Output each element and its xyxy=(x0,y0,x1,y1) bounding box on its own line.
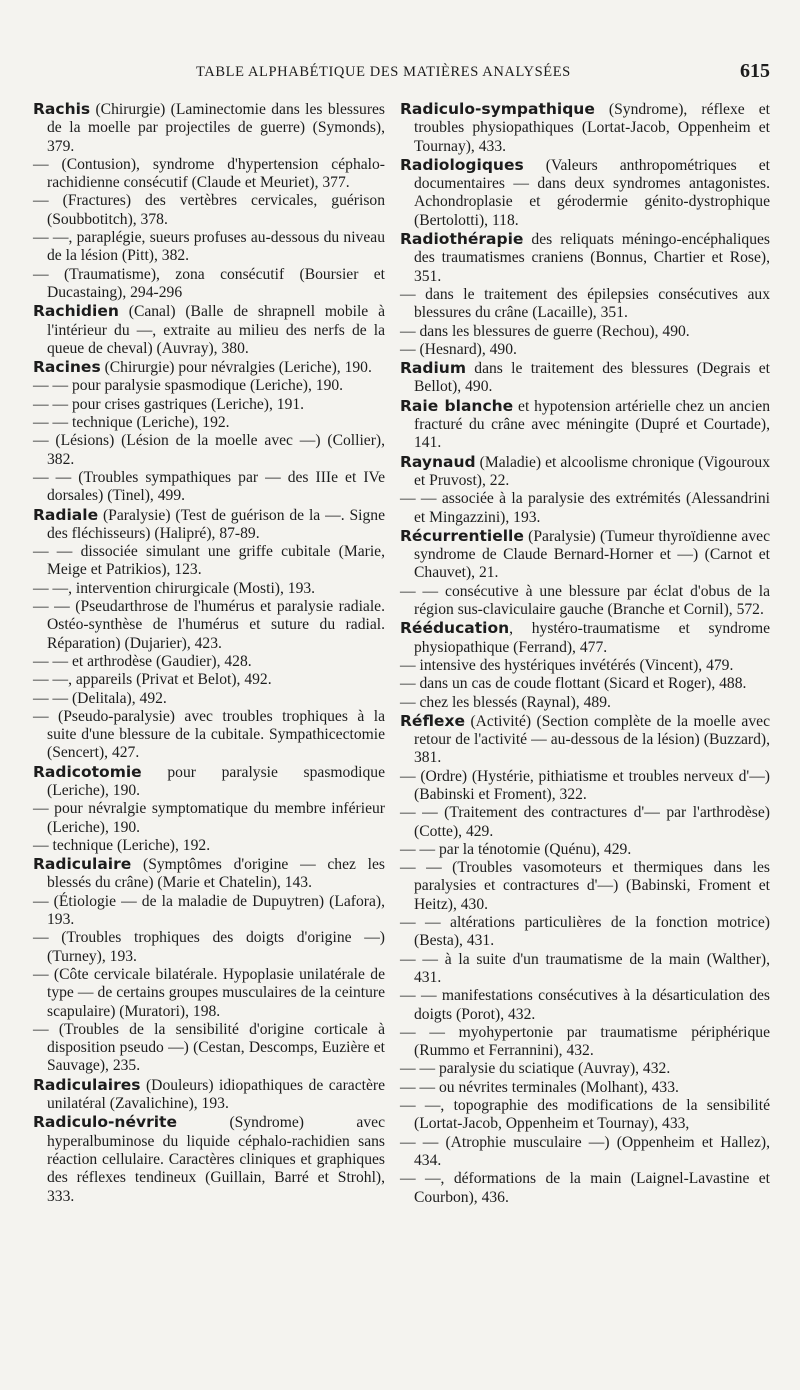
index-entry xyxy=(400,341,770,359)
index-entry xyxy=(33,966,385,1021)
index-entry-text: des reliquats méningo-encéphaliques des traumatismes craniens (Bonnus, Chartier et Rose), 351. xyxy=(414,231,770,285)
index-keyword: Radiculaire xyxy=(33,855,132,874)
index-entry-text: — — par la ténotomie (Quénu), 429. xyxy=(400,840,632,858)
index-entry-text: — — (Troubles vasomoteurs et thermiques dans les paralysies et contractures d'—) (Babinski, Froment et Heitz), 430. xyxy=(400,859,770,913)
index-entry xyxy=(400,987,770,1024)
index-entry-text: pour paralysie spasmodique (Leriche), 190. xyxy=(47,763,385,799)
index-entry-text: — (Hesnard), 490. xyxy=(400,340,517,358)
index-entry-text: — — ou névrites terminales (Molhant), 433. xyxy=(400,1078,679,1096)
index-column-right xyxy=(400,100,770,1207)
index-entry xyxy=(33,1113,385,1205)
index-entry-text: — dans le traitement des épilepsies consécutives aux blessures du crâne (Lacaille), 351. xyxy=(400,285,770,322)
index-entry-text: — — dissociée simulant une griffe cubitale (Marie, Meige et Patrikios), 123. xyxy=(33,543,385,579)
index-entry-text: — — (Traitement des contractures d'— par l'arthrodèse) (Cotte), 429. xyxy=(400,804,770,840)
index-keyword: Radiologiques xyxy=(400,155,524,174)
index-keyword: Racines xyxy=(33,358,101,377)
index-entry-text: — —, intervention chirurgicale (Mosti), 193. xyxy=(33,579,316,597)
index-entry-text: — — et arthrodèse (Gaudier), 428. xyxy=(33,652,252,670)
index-entry-text: — pour névralgie symptomatique du membre inférieur (Leriche), 190. xyxy=(33,800,385,836)
index-entry xyxy=(400,397,770,453)
index-entry xyxy=(400,951,770,988)
index-entry-text: et hypotension artérielle chez un ancien fracturé du crâne avec méningite (Dupré et Courtade), 141. xyxy=(414,397,770,452)
page-number: 615 xyxy=(740,60,770,82)
index-entry-text: — (Troubles trophiques des doigts d'origine —) (Turney), 193. xyxy=(33,929,385,965)
index-entry xyxy=(400,619,770,657)
index-entry-text: — —, appareils (Privat et Belot), 492. xyxy=(33,671,272,689)
index-entry xyxy=(400,286,770,323)
index-entry xyxy=(33,708,385,763)
index-keyword: Rachidien xyxy=(33,302,119,321)
index-keyword: Réflexe xyxy=(400,711,465,730)
index-entry-text: — — pour paralysie spasmodique (Leriche), 190. xyxy=(33,377,344,395)
index-entry-text: (Symptômes d'origine — chez les blessés du crâne) (Marie et Chatelin), 143. xyxy=(47,856,385,892)
index-keyword: Récurrentielle xyxy=(400,526,524,545)
index-entry-text: — — (Atrophie musculaire —) (Oppenheim et Hallez), 434. xyxy=(400,1133,770,1169)
page-header xyxy=(30,62,770,86)
index-keyword: Rééducation xyxy=(400,619,510,638)
index-entry-text: — chez les blessés (Raynal), 489. xyxy=(400,693,611,711)
index-entry xyxy=(33,358,385,377)
index-keyword: Radium xyxy=(400,359,466,378)
index-entry xyxy=(33,377,385,395)
index-entry-text: (Canal) (Balle de shrapnell mobile à l'intérieur du —, extraite au milieu des nerfs de la queue de cheval) (Auvray), 380. xyxy=(47,303,385,357)
index-entry-text: (Paralysie) (Tumeur thyroïdienne avec syndrome de Claude Bernard-Horner et —) (Carnot et Chauvet), 21. xyxy=(414,527,770,582)
index-entry xyxy=(33,653,385,671)
index-entry xyxy=(400,712,770,768)
index-entry xyxy=(33,690,385,708)
index-entry xyxy=(400,859,770,914)
index-entry xyxy=(33,671,385,689)
index-entry-text: — — associée à la paralysie des extrémités (Alessandrini et Mingazzini), 193. xyxy=(400,490,770,526)
index-entry xyxy=(33,598,385,653)
index-entry-text: — — manifestations consécutives à la désarticulation des doigts (Porot), 432. xyxy=(400,987,770,1023)
index-entry-text: (Douleurs) idiopathiques de caractère unilatéral (Zavalichine), 193. xyxy=(47,1076,385,1113)
index-entry xyxy=(33,414,385,432)
index-entry xyxy=(400,1060,770,1078)
index-entry-text: (Paralysie) (Test de guérison de la —. Signe des fléchisseurs) (Halipré), 87-89. xyxy=(47,506,385,542)
index-keyword: Raie blanche xyxy=(400,396,514,415)
index-entry xyxy=(400,230,770,286)
index-entry xyxy=(33,432,385,469)
index-entry xyxy=(400,914,770,951)
index-entry-text: (Chirurgie) pour névralgies (Leriche), 190. xyxy=(100,359,372,377)
index-entry xyxy=(400,768,770,805)
index-entry xyxy=(400,527,770,583)
index-entry xyxy=(400,657,770,675)
index-keyword: Raynaud xyxy=(400,452,476,471)
index-entry-text: (Maladie) et alcoolisme chronique (Vigouroux et Pruvost), 22. xyxy=(414,453,770,489)
index-keyword: Radiculo-névrite xyxy=(33,1113,177,1132)
running-title: TABLE ALPHABÉTIQUE DES MATIÈRES ANALYSÉES xyxy=(196,64,571,80)
index-entry xyxy=(400,675,770,693)
index-entry-text: (Activité) (Section complète de la moelle avec retour de l'activité — au-dessous de la lésion) (Buzzard), 381. xyxy=(414,712,770,767)
index-entry xyxy=(33,580,385,598)
index-entry xyxy=(33,855,385,893)
index-entry-text: (Chirurgie) (Laminectomie dans les blessures de la moelle par projectiles de guerre) (Symonds), 379. xyxy=(47,101,385,155)
index-entry xyxy=(400,804,770,841)
index-entry xyxy=(33,469,385,506)
index-entry xyxy=(400,453,770,491)
index-entry xyxy=(400,490,770,527)
index-entry-text: — (Ordre) (Hystérie, pithiatisme et troubles nerveux d'—) (Babinski et Froment), 322. xyxy=(400,767,770,803)
index-entry xyxy=(33,229,385,266)
index-entry xyxy=(33,1021,385,1076)
index-keyword: Rachis xyxy=(33,100,91,118)
index-keyword: Radiothérapie xyxy=(400,230,524,249)
index-entry-text: — dans les blessures de guerre (Rechou), 490. xyxy=(400,322,690,340)
index-entry-text: — (Troubles de la sensibilité d'origine corticale à disposition pseudo —) (Cestan, Descomps, Euzière et Sauvage), 235. xyxy=(33,1020,385,1075)
index-entry-text: — — (Delitala), 492. xyxy=(33,689,167,707)
index-entry-text: — —, topographie des modifications de la sensibilité (Lortat-Jacob, Oppenheim et Tournay), 433, xyxy=(400,1097,770,1133)
index-entry xyxy=(400,841,770,859)
index-entry xyxy=(400,1097,770,1134)
index-entry-text: — — consécutive à une blessure par éclat d'obus de la région sus-claviculaire gauche (Branche et Cornil), 572. xyxy=(400,582,770,619)
index-entry xyxy=(33,893,385,930)
index-entry xyxy=(33,100,385,156)
index-entry-text: (Syndrome), réflexe et troubles physiopathiques (Lortat-Jacob, Oppenheim et Tournay), 433. xyxy=(414,101,770,155)
index-entry-text: — (Lésions) (Lésion de la moelle avec —) (Collier), 382. xyxy=(33,432,385,468)
index-entry-text: — (Traumatisme), zona consécutif (Boursier et Ducastaing), 294-296 xyxy=(33,265,385,301)
index-entry-text: (Valeurs anthropométriques et documentaires — dans deux syndromes antagonistes. Achondroplasie et gérodermie génito-dystrophique (Bertolotti), 118. xyxy=(414,156,770,229)
index-entry-text: — — altérations particulières de la fonction motrice) (Besta), 431. xyxy=(400,914,770,950)
index-entry-text: — (Étiologie — de la maladie de Dupuytren) (Lafora), 193. xyxy=(33,892,385,929)
index-entry xyxy=(400,1170,770,1207)
index-entry xyxy=(400,694,770,712)
index-entry-text: — dans un cas de coude flottant (Sicard et Roger), 488. xyxy=(400,675,747,693)
index-keyword: Radiculaires xyxy=(33,1075,141,1094)
index-entry xyxy=(400,1079,770,1097)
index-entry-text: (Syndrome) avec hyperalbuminose du liquide céphalo-rachidien sans réaction cellulaire. Caractères cliniques et graphiques des réflexes tendineux (Guillain, Barré et Strohl), 333. xyxy=(47,1114,385,1205)
index-entry xyxy=(400,359,770,397)
index-entry-text: — (Pseudo-paralysie) avec troubles trophiques à la suite d'une blessure de la cubitale. Sympathicectomie (Sencert), 427. xyxy=(33,707,385,762)
index-entry-text: — (Contusion), syndrome d'hypertension céphalo-rachidienne consécutif (Claude et Meuriet), 377. xyxy=(33,155,385,192)
index-entry xyxy=(33,800,385,837)
index-entry xyxy=(400,156,770,230)
index-entry xyxy=(400,1134,770,1171)
index-entry-text: — — (Pseudarthrose de l'humérus et paralysie radiale. Ostéo-synthèse de l'humérus et suture du radial. Réparation) (Dujarier), 423. xyxy=(33,598,385,652)
index-entry xyxy=(33,266,385,303)
index-keyword: Radiale xyxy=(33,505,99,524)
index-entry xyxy=(33,302,385,358)
index-entry xyxy=(33,837,385,855)
index-entry-text: — — paralysie du sciatique (Auvray), 432. xyxy=(400,1060,671,1078)
index-entry xyxy=(33,396,385,414)
index-keyword: Radicotomie xyxy=(33,762,142,781)
index-entry-text: dans le traitement des blessures (Degrais et Bellot), 490. xyxy=(414,360,770,396)
index-entry-text: — technique (Leriche), 192. xyxy=(33,836,211,854)
index-entry-text: — — (Troubles sympathiques par — des IIIe et IVe dorsales) (Tinel), 499. xyxy=(33,468,385,505)
index-entry-text: , hystéro-traumatisme et syndrome physiopathique (Ferrand), 477. xyxy=(414,620,770,656)
index-entry xyxy=(400,583,770,620)
index-entry xyxy=(33,192,385,229)
index-entry xyxy=(400,100,770,156)
index-entry xyxy=(33,506,385,544)
index-entry-text: — (Fractures) des vertèbres cervicales, guérison (Soubbotitch), 378. xyxy=(33,192,385,228)
index-entry xyxy=(33,543,385,580)
index-entry-text: — (Côte cervicale bilatérale. Hypoplasie unilatérale de type — de certains groupes musculaires de la ceinture scapulaire) (Muratori), 198. xyxy=(33,965,385,1020)
index-entry xyxy=(33,156,385,193)
index-entry xyxy=(400,1024,770,1061)
index-entry xyxy=(33,929,385,966)
index-entry-text: — —, paraplégie, sueurs profuses au-dessous du niveau de la lésion (Pitt), 382. xyxy=(33,229,385,265)
index-entry-text: — —, déformations de la main (Laignel-Lavastine et Courbon), 436. xyxy=(400,1170,770,1206)
index-entry xyxy=(33,763,385,801)
index-entry-text: — — pour crises gastriques (Leriche), 191. xyxy=(33,395,305,413)
index-entry xyxy=(400,323,770,341)
index-entry xyxy=(33,1076,385,1114)
index-entry-text: — — à la suite d'un traumatisme de la main (Walther), 431. xyxy=(400,950,770,986)
index-entry-text: — intensive des hystériques invétérés (Vincent), 479. xyxy=(400,656,734,674)
index-entry-text: — — technique (Leriche), 192. xyxy=(33,414,230,432)
index-entry-text: — — myohypertonie par traumatisme périphérique (Rummo et Ferrannini), 432. xyxy=(400,1023,770,1060)
index-keyword: Radiculo-sympathique xyxy=(400,100,595,118)
index-column-left xyxy=(33,100,385,1206)
